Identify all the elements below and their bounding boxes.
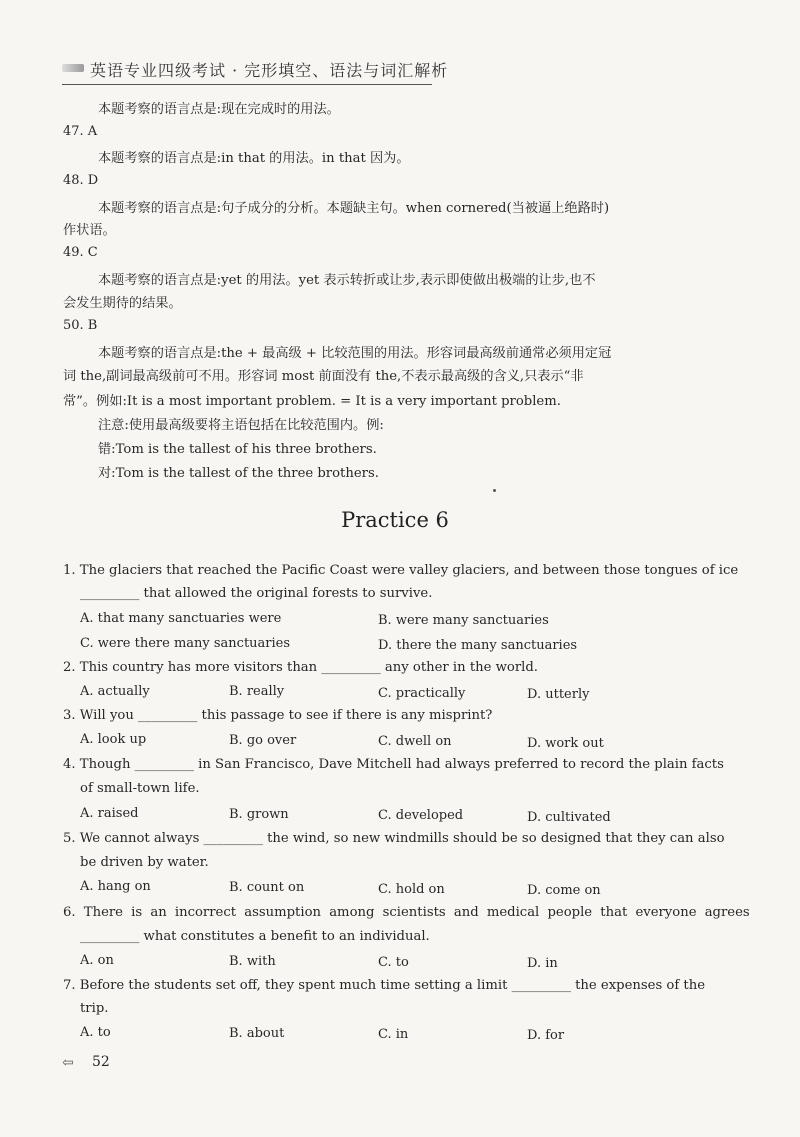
- header-decoration: [62, 64, 84, 72]
- answer-50-right-example: 对:Tom is the tallest of the three brothers.: [98, 466, 379, 481]
- question-5-option-c: C. hold on: [378, 882, 445, 897]
- question-5-option-a: A. hang on: [80, 879, 151, 894]
- answer-50-explanation-line1: 本题考察的语言点是:the + 最高级 + 比较范围的用法。形容词最高级前通常必须用定冠: [98, 346, 612, 361]
- question-4-option-d: D. cultivated: [527, 810, 611, 825]
- question-4-option-c: C. developed: [378, 808, 464, 823]
- question-6-option-d: D. in: [527, 956, 558, 971]
- answer-50-wrong-example: 错:Tom is the tallest of his three brothers.: [98, 442, 377, 457]
- question-4-stem-line1: 4. Though _________ in San Francisco, Dave Mitchell had always preferred to record the plain facts: [63, 757, 724, 772]
- question-6-stem-line1: 6. There is an incorrect assumption among scientists and medical people that everyone agrees: [63, 905, 750, 920]
- question-4-stem-line2: of small-town life.: [80, 781, 200, 796]
- page-number: 52: [92, 1054, 110, 1070]
- answer-46-explanation: 本题考察的语言点是:现在完成时的用法。: [98, 102, 340, 117]
- question-7-stem-line1: 7. Before the students set off, they spent much time setting a limit _________ the expenses of the: [63, 978, 706, 993]
- answer-50-key: 50. B: [63, 318, 98, 333]
- question-1-option-b: B. were many sanctuaries: [378, 613, 549, 628]
- answer-48-key: 48. D: [63, 173, 99, 188]
- answer-48-explanation-line2: 作状语。: [63, 223, 116, 238]
- question-3-option-b: B. go over: [229, 733, 297, 748]
- question-1-option-a: A. that many sanctuaries were: [80, 611, 282, 626]
- answer-50-explanation-line2: 词 the,副词最高级前可不用。形容词 most 前面没有 the,不表示最高级的含义,只表示“非: [63, 369, 584, 384]
- question-4-option-a: A. raised: [80, 806, 139, 821]
- answer-50-note: 注意:使用最高级要将主语包括在比较范围内。例:: [98, 418, 384, 433]
- question-1-option-c: C. were there many sanctuaries: [80, 636, 291, 651]
- question-2-option-a: A. actually: [80, 684, 150, 699]
- answer-47-key: 47. A: [63, 124, 98, 139]
- answer-49-key: 49. C: [63, 245, 98, 260]
- question-1-stem-line1: 1. The glaciers that reached the Pacific Coast were valley glaciers, and between those tongues of ice: [63, 563, 739, 578]
- question-7-stem-line2: trip.: [80, 1001, 109, 1016]
- running-header: 英语专业四级考试 · 完形填空、语法与词汇解析: [90, 61, 449, 80]
- answer-49-explanation-line1: 本题考察的语言点是:yet 的用法。yet 表示转折或让步,表示即使做出极端的让步,也不: [98, 273, 596, 288]
- question-3-stem: 3. Will you _________ this passage to see if there is any misprint?: [63, 708, 493, 723]
- answer-47-explanation: 本题考察的语言点是:in that 的用法。in that 因为。: [98, 151, 410, 166]
- question-2-option-c: C. practically: [378, 686, 466, 701]
- left-arrow-icon: ⇦: [62, 1055, 74, 1071]
- question-7-option-a: A. to: [80, 1025, 111, 1040]
- question-5-stem-line1: 5. We cannot always _________ the wind, so new windmills should be so designed that they can also: [63, 831, 725, 846]
- question-6-option-a: A. on: [80, 953, 114, 968]
- answer-50-explanation-line3: 常”。例如:It is a most important problem. = It is a very important problem.: [63, 394, 561, 409]
- question-7-option-b: B. about: [229, 1026, 285, 1041]
- answer-49-explanation-line2: 会发生期待的结果。: [63, 296, 182, 311]
- header-rule: [62, 84, 432, 85]
- question-1-stem-line2: _________ that allowed the original forests to survive.: [80, 586, 433, 601]
- question-3-option-a: A. look up: [80, 732, 147, 747]
- question-6-option-c: C. to: [378, 955, 409, 970]
- question-4-option-b: B. grown: [229, 807, 289, 822]
- question-5-option-b: B. count on: [229, 880, 305, 895]
- speck: [493, 489, 496, 492]
- question-7-option-d: D. for: [527, 1028, 565, 1043]
- question-1-option-d: D. there the many sanctuaries: [378, 638, 578, 653]
- question-6-option-b: B. with: [229, 954, 276, 969]
- question-2-option-d: D. utterly: [527, 687, 590, 702]
- question-3-option-c: C. dwell on: [378, 734, 452, 749]
- question-2-stem: 2. This country has more visitors than _________ any other in the world.: [63, 660, 538, 675]
- answer-48-explanation-line1: 本题考察的语言点是:句子成分的分析。本题缺主句。when cornered(当被逼上绝路时): [98, 201, 610, 216]
- question-5-option-d: D. come on: [527, 883, 601, 898]
- question-3-option-d: D. work out: [527, 736, 604, 751]
- question-7-option-c: C. in: [378, 1027, 409, 1042]
- section-title: Practice 6: [341, 508, 449, 532]
- question-5-stem-line2: be driven by water.: [80, 855, 209, 870]
- question-2-option-b: B. really: [229, 684, 285, 699]
- question-6-stem-line2: _________ what constitutes a benefit to an individual.: [80, 929, 430, 944]
